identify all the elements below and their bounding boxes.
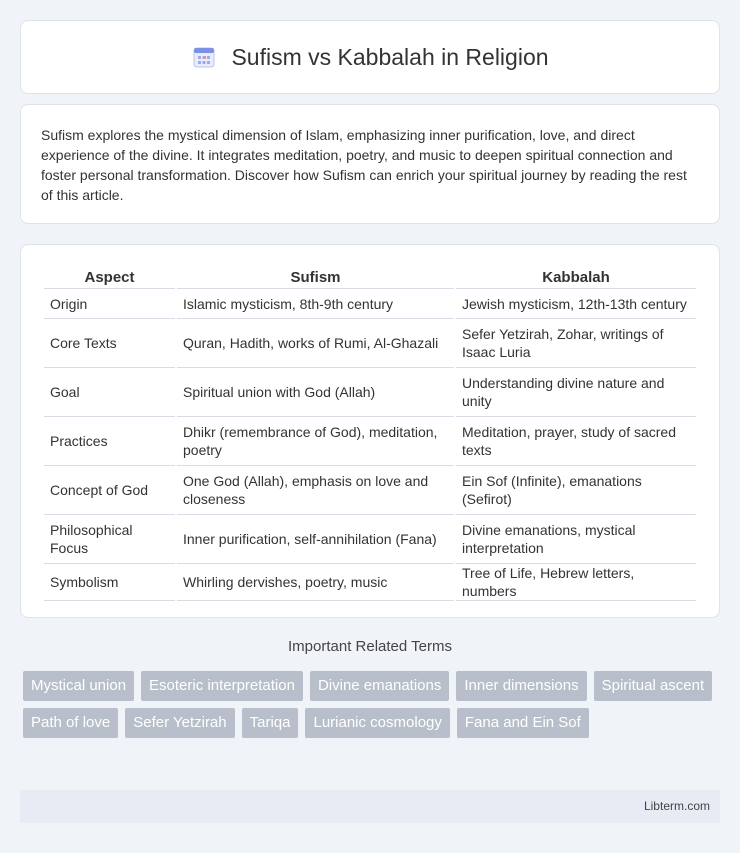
term-tag[interactable]: Lurianic cosmology	[305, 708, 449, 738]
table-cell: Jewish mysticism, 12th-13th century	[456, 289, 696, 319]
table-row	[44, 319, 696, 368]
table-cell: Goal	[44, 368, 175, 417]
table-cell: Ein Sof (Infinite), emanations (Sefirot)	[456, 466, 696, 515]
term-tag[interactable]: Sefer Yetzirah	[125, 708, 234, 738]
column-header-sufism: Sufism	[177, 265, 454, 289]
table-row	[44, 515, 696, 564]
term-tag[interactable]: Mystical union	[23, 671, 134, 701]
related-terms-list	[23, 671, 723, 738]
table-cell: Understanding divine nature and unity	[456, 368, 696, 417]
column-header-aspect: Aspect	[44, 265, 175, 289]
comparison-table	[42, 265, 698, 601]
page-title: Sufism vs Kabbalah in Religion	[231, 43, 549, 70]
comparison-card	[20, 244, 720, 618]
title-card	[20, 20, 720, 94]
table-cell: Symbolism	[44, 564, 175, 601]
table-row	[44, 368, 696, 417]
table-cell: Quran, Hadith, works of Rumi, Al-Ghazali	[177, 319, 454, 368]
table-cell: Meditation, prayer, study of sacred texts	[456, 417, 696, 466]
table-cell: Dhikr (remembrance of God), meditation, poetry	[177, 417, 454, 466]
table-cell: Practices	[44, 417, 175, 466]
intro-text: Sufism explores the mystical dimension of Islam, emphasizing inner purification, love, and direct experience of the divine. It integrates meditation, poetry, and music to deepen spiritual connection and foster personal transformation. Discover how Sufism can enrich your spiritual journey by reading the rest of this article.	[41, 127, 687, 203]
term-tag[interactable]: Esoteric interpretation	[141, 671, 303, 701]
table-cell: Whirling dervishes, poetry, music	[177, 564, 454, 601]
table-cell: Philosophical Focus	[44, 515, 175, 564]
table-cell: Tree of Life, Hebrew letters, numbers	[456, 564, 696, 601]
table-cell: Concept of God	[44, 466, 175, 515]
intro-card	[20, 104, 720, 224]
footer	[20, 790, 720, 823]
table-cell: Spiritual union with God (Allah)	[177, 368, 454, 417]
table-header-row	[44, 265, 696, 289]
table-cell: Islamic mysticism, 8th-9th century	[177, 289, 454, 319]
column-header-kabbalah: Kabbalah	[456, 265, 696, 289]
term-tag[interactable]: Path of love	[23, 708, 118, 738]
table-row	[44, 417, 696, 466]
table-row	[44, 289, 696, 319]
table-cell: Divine emanations, mystical interpretation	[456, 515, 696, 564]
related-terms-heading: Important Related Terms	[288, 638, 452, 655]
term-tag[interactable]: Divine emanations	[310, 671, 449, 701]
table-cell: Origin	[44, 289, 175, 319]
table-row	[44, 564, 696, 601]
footer-site-link[interactable]: Libterm.com	[643, 799, 710, 813]
term-tag[interactable]: Tariqa	[242, 708, 299, 738]
table-row	[44, 466, 696, 515]
table-cell: Inner purification, self-annihilation (Fana)	[177, 515, 454, 564]
table-cell: One God (Allah), emphasis on love and closeness	[177, 466, 454, 515]
term-tag[interactable]: Spiritual ascent	[594, 671, 713, 701]
table-cell: Sefer Yetzirah, Zohar, writings of Isaac Luria	[456, 319, 696, 368]
term-tag[interactable]: Fana and Ein Sof	[457, 708, 589, 738]
table-cell: Core Texts	[44, 319, 175, 368]
calendar-icon	[191, 44, 217, 70]
term-tag[interactable]: Inner dimensions	[456, 671, 586, 701]
